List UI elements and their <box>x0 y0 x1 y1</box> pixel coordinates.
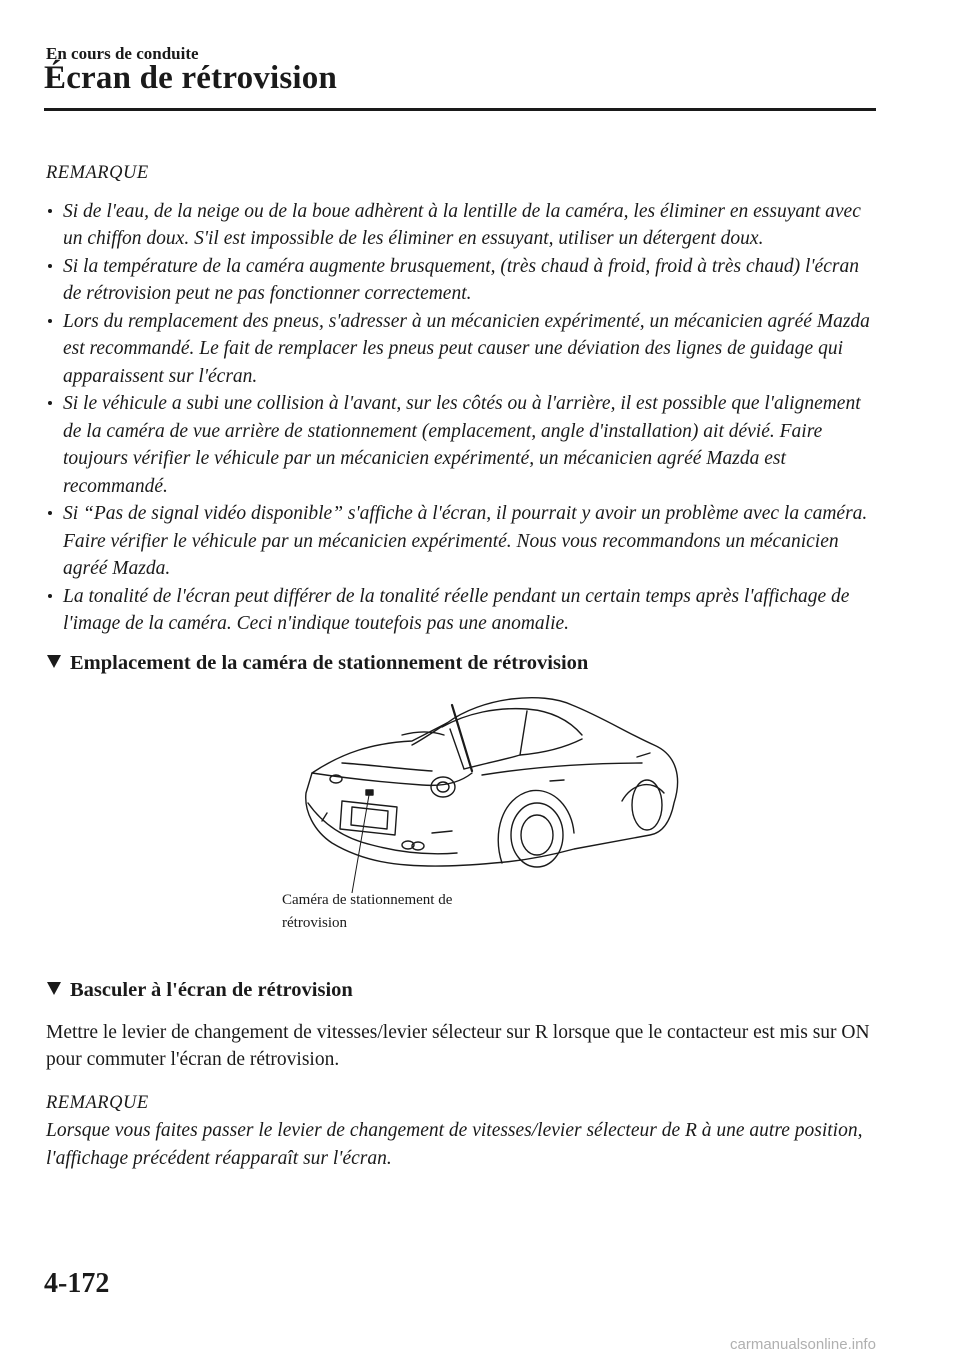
camera-caption <box>282 889 482 935</box>
bullet-dot-icon <box>48 401 52 405</box>
remark-item-text: La tonalité de l'écran peut différer de la tonalité réelle pendant un certain temps après l'affichage de l'image de la caméra. Ceci n'indique toutefois pas une anomalie. <box>63 585 850 634</box>
remark-heading: REMARQUE <box>46 163 149 183</box>
bullet-dot-icon <box>48 209 52 213</box>
switch-heading <box>46 977 876 1005</box>
page-number: 4-172 <box>44 1268 110 1299</box>
caption-line: Caméra de stationnement de <box>282 892 453 908</box>
switch-heading-text: Basculer à l'écran de rétrovision <box>70 979 353 1001</box>
triangle-down-icon <box>47 655 61 668</box>
bullet-dot-icon <box>48 594 52 598</box>
location-heading-text: Emplacement de la caméra de stationnement de rétrovision <box>70 651 589 674</box>
title-rule <box>44 108 876 111</box>
page-content <box>46 160 876 1172</box>
remark-item-text: Si le véhicule a subi une collision à l'avant, sur les côtés ou à l'arrière, il est possible que l'alignement de la caméra de vue arrière de stationnement (emplacement, angle d'installation) ait dévié. Faire toujours vérifier le véhicule par un mécanicien expérimenté, un mécanicien agréé Mazda est recommandé. <box>63 393 861 497</box>
remark-item-text: Lors du remplacement des pneus, s'adresser à un mécanicien expérimenté, un mécanicien agréé Mazda est recommandé. Le fait de remplacer les pneus peut causer une déviation des lignes de guidage qui apparaissent sur l'écran. <box>63 310 870 387</box>
remark-text: Lorsque vous faites passer le levier de changement de vitesses/levier sélecteur de R à une autre position, l'affichage précédent réapparaît sur l'écran. <box>46 1120 863 1169</box>
location-heading <box>46 650 876 678</box>
watermark: carmanualsonline.info <box>730 1336 876 1353</box>
remark-item <box>46 500 876 583</box>
caption-line: rétrovision <box>282 915 347 931</box>
switch-paragraph: Mettre le levier de changement de vitesses/levier sélecteur sur R lorsque que le contacteur est mis sur ON pour commuter l'écran de rétrovision. <box>46 1021 870 1070</box>
remark-heading: REMARQUE <box>46 1092 149 1113</box>
bullet-dot-icon <box>48 264 52 268</box>
remark-item-text: Si la température de la caméra augmente brusquement, (très chaud à froid, froid à très chaud) l'écran de rétrovision peut ne pas fonctionner correctement. <box>63 255 859 304</box>
bullet-dot-icon <box>48 319 52 323</box>
car-illustration <box>282 683 682 893</box>
section-label: En cours de conduite <box>46 44 199 63</box>
remark-item <box>46 390 876 500</box>
remark-list <box>46 198 876 638</box>
remark-item-text: Si de l'eau, de la neige ou de la boue adhèrent à la lentille de la caméra, les éliminer en essuyant avec un chiffon doux. S'il est impossible de les éliminer en essuyant, utiliser un détergent doux. <box>63 200 861 249</box>
remark-block <box>46 1090 876 1173</box>
remark-item <box>46 253 876 308</box>
remark-item-text: Si “Pas de signal vidéo disponible” s'affiche à l'écran, il pourrait y avoir un problème avec la caméra. Faire vérifier le véhicule par un mécanicien expérimenté. Nous vous recommandons un mécanicien agréé Mazda. <box>63 503 868 579</box>
remark-item <box>46 308 876 391</box>
bullet-dot-icon <box>48 511 52 515</box>
remark-item <box>46 198 876 253</box>
triangle-down-icon <box>47 982 61 995</box>
camera-location-figure <box>46 683 876 965</box>
remark-item <box>46 583 876 638</box>
page-title: Écran de rétrovision <box>44 60 338 96</box>
